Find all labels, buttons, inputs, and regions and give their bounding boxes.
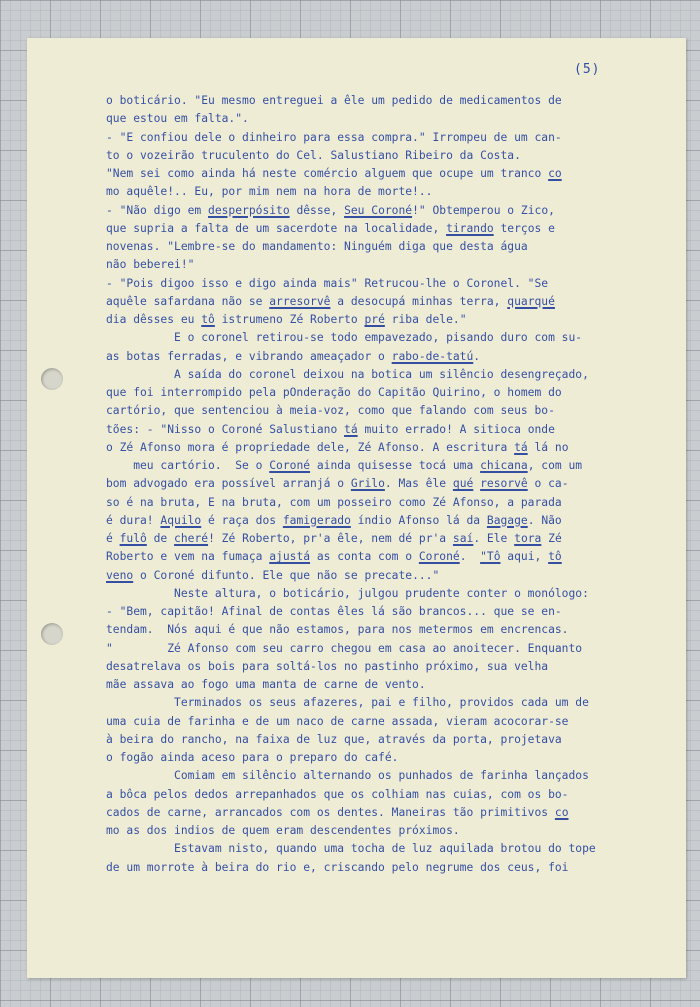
text-line: mãe assava ao fogo uma manta de carne de vento. [106,678,426,691]
text-line: tões: - "Nisso o Coroné Salustiano tá muito errado! A sitioca onde [106,422,555,436]
text-line: à beira do rancho, na faixa de luz que, através da porta, projetava [106,732,562,746]
text-line: uma cuia de farinha e de um naco de carne assada, vieram acocorar-se [106,714,569,728]
text-line: bom advogado era possível arranjá o Grilo. Mas êle qué resorvê o ca- [106,477,569,491]
text-line: Terminados os seus afazeres, pai e filho, providos cada um de [106,696,589,710]
text-line: cados de carne, arrancados com os dentes. Maneiras tão primitivos co [106,805,569,819]
text-line: que estou em falta.". [106,112,249,126]
text-line: é dura! Aquilo é raça dos famigerado índio Afonso lá da Bagage. Não [106,513,562,527]
text-line: to o vozeirão truculento do Cel. Salustiano Ribeiro da Costa. [106,148,521,162]
text-line: aquêle safardana não se arresorvê a desocupá minhas terra, quarqué [106,294,555,308]
text-line: veno o Coroné difunto. Ele que não se precate..." [106,568,440,582]
punch-hole [41,368,63,390]
text-line: mo aquêle!.. Eu, por mim nem na hora de morte!.. [106,185,433,199]
text-line: - "Não digo em desperpósito dêsse, Seu Coroné!" Obtemperou o Zico, [106,203,555,217]
text-line: - "E confiou dele o dinheiro para essa compra." Irrompeu de um can- [106,130,562,144]
text-line: que supria a falta de um sacerdote na localidade, tirando terços e [106,221,555,235]
text-line: "Nem sei como ainda há neste comércio alguem que ocupe um tranco co [106,167,562,180]
text-line: de um morrote à beira do rio e, criscando pelo negrume dos ceus, foi [106,860,569,874]
text-line: E o coronel retirou-se todo empavezado, pisando duro com su- [106,331,583,345]
text-line: a bôca pelos dedos arrepanhados que os colhiam nas cuias, com os bo- [106,787,569,801]
text-line: Estavam nisto, quando uma tocha de luz aquilada brotou do tope [106,842,596,856]
text-line: o boticário. "Eu mesmo entreguei a êle um pedido de medicamentos de [106,94,562,107]
text-line: A saída do coronel deixou na botica um silêncio desengreçado, [106,367,589,381]
text-line: Neste altura, o boticário, julgou prudente conter o monólogo: [106,586,589,600]
text-line: que foi interrompido pela pOnderação do Capitão Quirino, o homem do [106,386,562,399]
text-line: o Zé Afonso mora é propriedade dele, Zé Afonso. A escritura tá lá no [106,440,569,454]
text-line: " Zé Afonso com seu carro chegou em casa ao anoitecer. Enquanto [106,641,583,655]
text-line: - "Pois digoo isso e digo ainda mais" Retrucou-lhe o Coronel. "Se [106,276,549,290]
text-line: novenas. "Lembre-se do mandamento: Ninguém diga que desta água [106,240,528,253]
text-line: cartório, que sentenciou à meia-voz, como que falando com seus bo- [106,404,555,418]
text-line: Roberto e vem na fumaça ajustá as conta com o Coroné. "Tô aqui, tô [106,550,562,564]
text-line: dia dêsses eu tô istrumeno Zé Roberto pré riba dele." [106,313,467,326]
page-number: (5) [574,62,601,77]
text-line: meu cartório. Se o Coroné ainda quisesse tocá uma chicana, com um [106,459,583,472]
text-line: so é na bruta, E na bruta, com um posseiro como Zé Afonso, a parada [106,495,562,509]
text-line: - "Bem, capitão! Afinal de contas êles lá são brancos... que se en- [106,605,562,618]
text-line: é fulô de cheré! Zé Roberto, pr'a êle, nem dé pr'a saí. Ele tora Zé [106,532,562,545]
punch-hole [41,623,63,645]
text-line: tendam. Nós aqui é que não estamos, para nos metermos em encrencas. [106,623,569,637]
text-line: mo as dos indios de quem eram descendentes próximos. [106,824,460,837]
text-line: as botas ferradas, e vibrando ameaçador o rabo-de-tatú. [106,349,481,363]
text-line: Comiam em silêncio alternando os punhados de farinha lançados [106,769,589,783]
text-line: o fogão ainda aceso para o preparo do café. [106,751,399,764]
typed-text-block [106,92,670,877]
text-line: não beberei!" [106,258,195,272]
text-line: desatrelava os bois para soltá-los no pastinho próximo, sua velha [106,659,549,673]
